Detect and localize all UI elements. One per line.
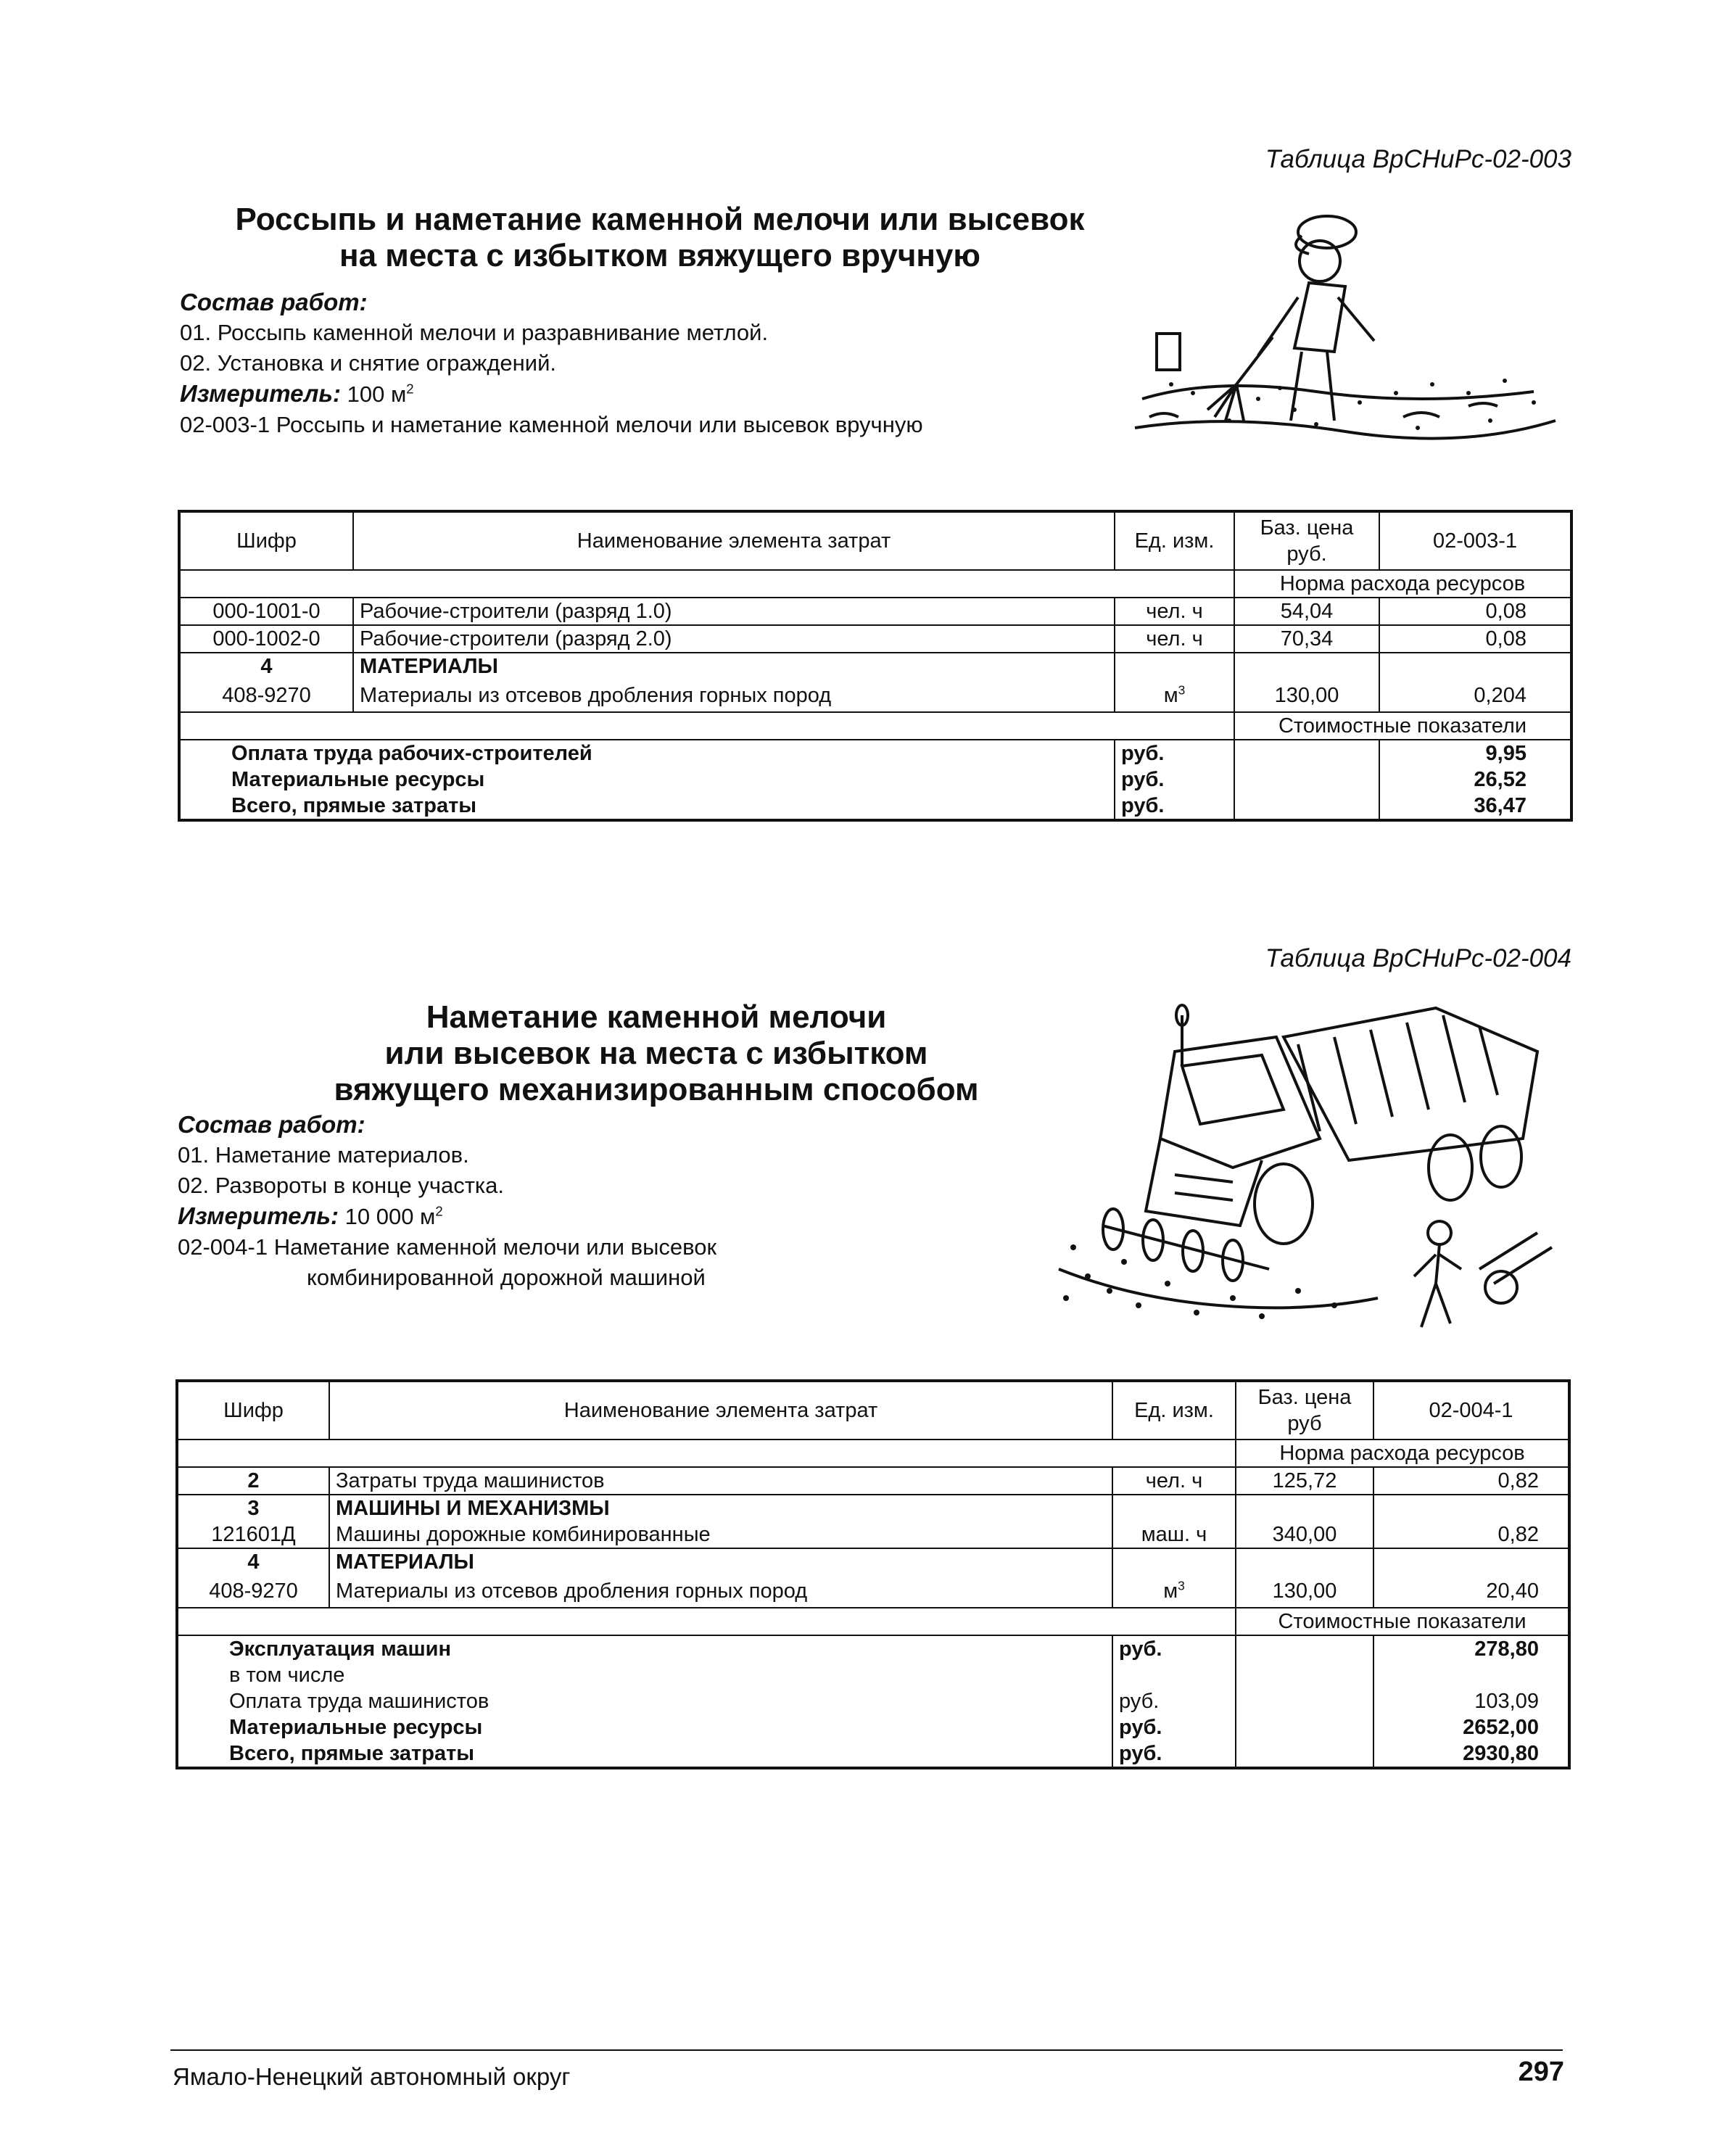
norm-heading: Норма расхода ресурсов: [1236, 1440, 1569, 1467]
cost-name: Оплата труда рабочих-строителей: [179, 740, 1115, 767]
cost-value: 278,80: [1373, 1635, 1569, 1662]
title-line: вяжущего механизированным способом: [334, 1072, 979, 1107]
table-row: [177, 1575, 1569, 1608]
table-row: [179, 653, 1571, 680]
row-value: 0,82: [1373, 1467, 1569, 1495]
title-line: на места с избытком вяжущего вручную: [339, 238, 980, 273]
row-unit: чел. ч: [1115, 625, 1234, 653]
row-unit: $м^3$: [1112, 1575, 1236, 1608]
cost-name: Оплата труда машинистов: [229, 1690, 489, 1713]
row-code: 000-1002-0: [179, 625, 353, 653]
page-number: 297: [1518, 2057, 1564, 2087]
table-row: [177, 1548, 1569, 1575]
code-line: комбинированной дорожной машиной: [307, 1265, 706, 1290]
cost-value: 36,47: [1379, 793, 1571, 820]
row-code: 2: [177, 1467, 329, 1495]
header-unit: Ед. изм.: [1115, 511, 1234, 570]
cost-row: [177, 1662, 1569, 1688]
cost-name: Материальные ресурсы: [229, 1716, 483, 1739]
cost-name: Всего, прямые затраты: [231, 794, 477, 817]
cost-unit: руб.: [1112, 1740, 1236, 1768]
row-value: 0,08: [1379, 598, 1571, 625]
row-name: МАТЕРИАЛЫ: [329, 1548, 1112, 1575]
header-norm: 02-004-1: [1373, 1381, 1569, 1440]
row-name: МАШИНЫ И МЕХАНИЗМЫ: [329, 1495, 1112, 1521]
row-name: Затраты труда машинистов: [329, 1467, 1112, 1495]
cost-value: 2652,00: [1373, 1714, 1569, 1740]
row-name: Рабочие-строители (разряд 1.0): [353, 598, 1115, 625]
row-value: 20,40: [1373, 1575, 1569, 1608]
meter-value: 100 м: [347, 381, 407, 407]
resource-table: [175, 1379, 1571, 1769]
table-label: Таблица ВрСНиРс-02-003: [1265, 145, 1571, 173]
cost-name: Материальные ресурсы: [231, 768, 485, 791]
row-unit: $м^3$: [1115, 680, 1234, 712]
cost-unit: руб.: [1112, 1714, 1236, 1740]
code-line: 02-003-1 Россыпь и наметание каменной мелочи или высевок вручную: [180, 412, 923, 437]
row-unit: маш. ч: [1112, 1521, 1236, 1548]
cost-name: Эксплуатация машин: [177, 1635, 1112, 1662]
meter-sup: 2: [406, 381, 414, 397]
cost-row: [179, 767, 1571, 793]
row-price: 54,04: [1234, 598, 1379, 625]
header-norm: 02-003-1: [1379, 511, 1571, 570]
row-price: 130,00: [1234, 680, 1379, 712]
header-code: Шифр: [179, 511, 353, 570]
resource-table: [178, 510, 1573, 822]
section-title: [174, 202, 1146, 274]
row-value: 0,08: [1379, 625, 1571, 653]
row-code: 408-9270: [222, 684, 311, 707]
row-name: Материалы из отсевов дробления горных пород: [329, 1575, 1112, 1608]
footer-divider: [170, 2049, 1563, 2051]
cost-value: 9,95: [1379, 740, 1571, 767]
row-unit: чел. ч: [1112, 1467, 1236, 1495]
cost-unit: руб.: [1115, 740, 1234, 767]
title-line: Россыпь и наметание каменной мелочи или высевок: [235, 202, 1085, 237]
cost-row: [177, 1714, 1569, 1740]
row-name: Машины дорожные комбинированные: [329, 1521, 1112, 1548]
worker-sweeping-illustration: [1128, 203, 1563, 453]
work-composition: [178, 1110, 716, 1293]
table-row: [179, 625, 1571, 653]
meter-line: [178, 1201, 716, 1232]
footer-region: Ямало-Ненецкий автономный округ: [173, 2063, 571, 2090]
road-machine-illustration: [1044, 994, 1566, 1334]
table-row: [179, 598, 1571, 625]
meter-line: [180, 379, 923, 410]
cost-heading: Стоимостные показатели: [1236, 1608, 1569, 1635]
cost-row: [177, 1688, 1569, 1714]
row-name: МАТЕРИАЛЫ: [353, 653, 1115, 680]
table-row: [177, 1521, 1569, 1548]
row-price: 130,00: [1236, 1575, 1373, 1608]
step-item: 02. Развороты в конце участка.: [178, 1173, 505, 1198]
row-price: 340,00: [1236, 1521, 1373, 1548]
cost-unit: руб.: [1115, 767, 1234, 793]
cost-row: [179, 793, 1571, 820]
cost-name: Всего, прямые затраты: [229, 1742, 475, 1765]
step-item: 01. Россыпь каменной мелочи и разравнивание метлой.: [180, 320, 769, 345]
cost-unit: [1112, 1662, 1236, 1688]
cost-row: [177, 1635, 1569, 1662]
cost-unit: руб.: [1115, 793, 1234, 820]
composition-heading: Состав работ:: [178, 1111, 365, 1138]
row-price: 70,34: [1234, 625, 1379, 653]
cost-value: 2930,80: [1373, 1740, 1569, 1768]
row-code: 121601Д: [211, 1523, 296, 1546]
table-row: [179, 680, 1571, 712]
norm-heading: Норма расхода ресурсов: [1234, 570, 1571, 598]
meter-value: 10 000 м: [344, 1204, 436, 1229]
row-name: Рабочие-строители (разряд 2.0): [353, 625, 1115, 653]
cost-row: [177, 1740, 1569, 1768]
header-price: Баз. цена руб: [1236, 1381, 1373, 1440]
cost-value: 103,09: [1373, 1688, 1569, 1714]
meter-label: Измеритель:: [178, 1202, 339, 1229]
cost-heading: Стоимостные показатели: [1234, 712, 1571, 740]
meter-label: Измеритель:: [180, 380, 341, 407]
cost-name: в том числе: [229, 1664, 345, 1687]
code-line: 02-004-1 Наметание каменной мелочи или высевок: [178, 1234, 717, 1260]
cost-unit: руб.: [1112, 1688, 1236, 1714]
row-code: 4: [177, 1548, 329, 1575]
row-code: 3: [177, 1495, 329, 1521]
row-name: Материалы из отсевов дробления горных пород: [353, 680, 1115, 712]
composition-heading: Состав работ:: [180, 289, 368, 315]
header-name: Наименование элемента затрат: [329, 1381, 1112, 1440]
row-code: 000-1001-0: [179, 598, 353, 625]
row-value: 0,204: [1379, 680, 1571, 712]
header-price: Баз. цена руб.: [1234, 511, 1379, 570]
row-unit: чел. ч: [1115, 598, 1234, 625]
meter-sup: 2: [435, 1203, 443, 1219]
header-code: Шифр: [177, 1381, 329, 1440]
step-item: 01. Наметание материалов.: [178, 1142, 469, 1168]
title-line: или высевок на места с избытком: [384, 1036, 928, 1071]
cost-row: [179, 740, 1571, 767]
table-row: [177, 1495, 1569, 1521]
work-composition: [180, 287, 923, 440]
cost-value: [1373, 1662, 1569, 1688]
row-code: 4: [179, 653, 353, 680]
cost-value: 26,52: [1379, 767, 1571, 793]
row-code: 408-9270: [209, 1579, 298, 1603]
header-name: Наименование элемента затрат: [353, 511, 1115, 570]
table-label: Таблица ВрСНиРс-02-004: [1265, 944, 1571, 972]
table-row: [177, 1467, 1569, 1495]
row-value: 0,82: [1373, 1521, 1569, 1548]
cost-unit: руб.: [1112, 1635, 1236, 1662]
step-item: 02. Установка и снятие ограждений.: [180, 350, 557, 376]
header-unit: Ед. изм.: [1112, 1381, 1236, 1440]
row-price: 125,72: [1236, 1467, 1373, 1495]
title-line: Наметание каменной мелочи: [426, 999, 887, 1035]
section-title: [239, 999, 1073, 1108]
